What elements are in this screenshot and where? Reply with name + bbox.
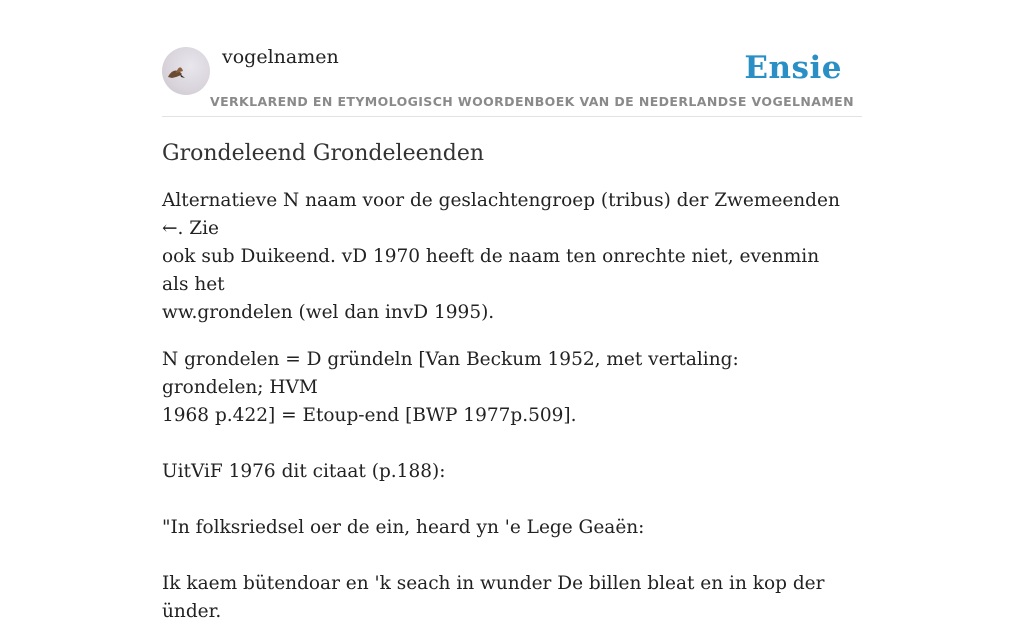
paragraph-line: 1968 p.422] = Etoup-end [BWP 1977p.509]. [162,405,577,426]
quote-line: "In folksriedsel oer de ein, heard yn 'e Lege Geaën: [162,517,645,538]
bird-icon [162,47,210,95]
paragraph-line: Alternatieve N naam voor de geslachtengroep (tribus) der Zwemeenden ←. Zie [162,190,840,239]
paragraph-line: ww.grondelen (wel dan invD 1995). [162,302,495,323]
entry-paragraph-1 [162,187,842,327]
avatar[interactable] [162,47,210,95]
paragraph-line: UitViF 1976 dit citaat (p.188): [162,461,446,482]
paragraph-line: ook sub Duikeend. vD 1970 heeft de naam ten onrechte niet, evenmin als het [162,246,820,295]
quote-line: Ik kaem bütendoar en 'k seach in wunder De billen bleat en in kop der ünder. [162,573,825,622]
entry-paragraph-2 [162,346,842,626]
page-title: Grondeleend Grondeleenden [162,141,485,166]
site-name[interactable]: vogelnamen [222,46,339,68]
entry-content [162,136,842,626]
ensie-logo[interactable]: Ensie [744,50,842,86]
paragraph-line: N grondelen = D gründeln [Van Beckum 1952, met vertaling: grondelen; HVM [162,349,739,398]
site-subtitle: VERKLAREND EN ETYMOLOGISCH WOORDENBOEK VAN DE NEDERLANDSE VOGELNAMEN [210,94,854,109]
site-header [162,46,862,117]
